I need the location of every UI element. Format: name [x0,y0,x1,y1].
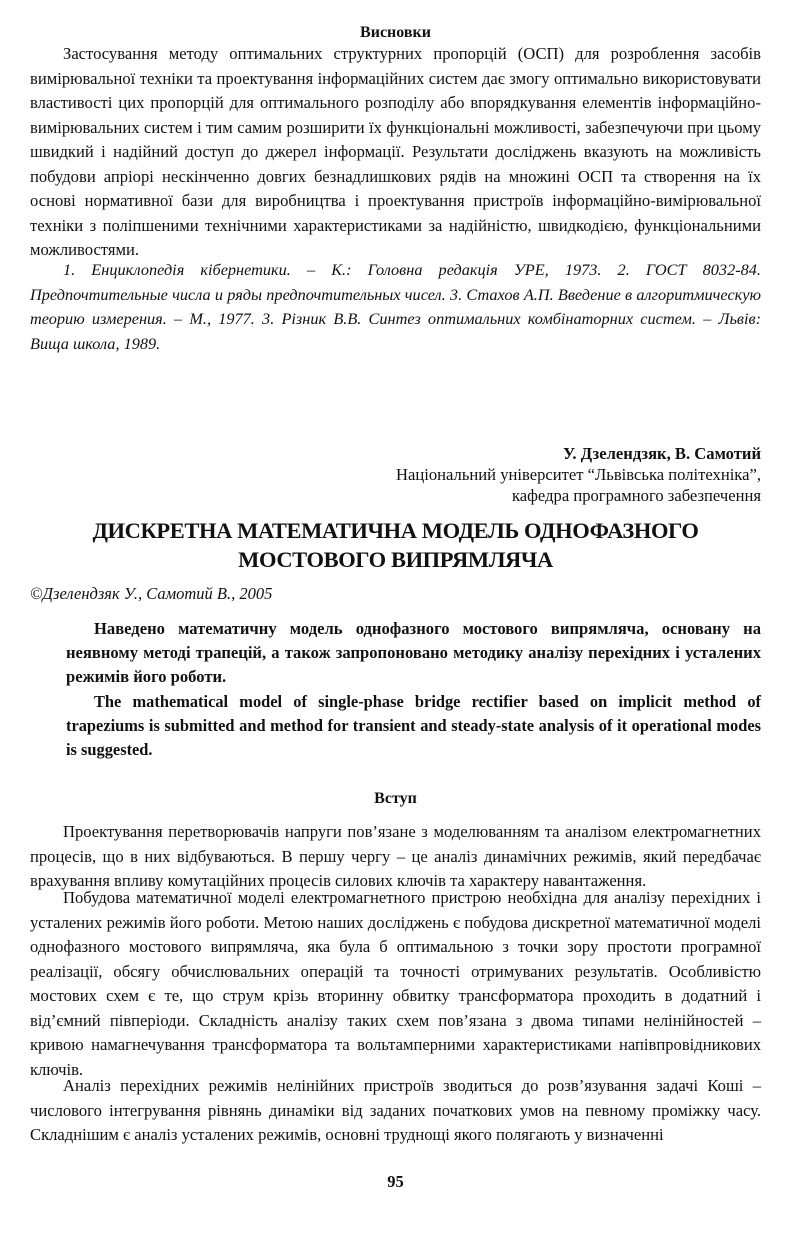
conclusions-heading: Висновки [360,24,431,41]
author-block [396,443,761,506]
author-names: У. Дзелендзяк, В. Самотий [562,444,761,463]
copyright-line: ©Дзелендзяк У., Самотий В., 2005 [30,584,273,603]
abstract-english: The mathematical model of single-phase bridge rectifier based on implicit method of trapeziums is submitted and method for transient and steady-state analysis of it operational modes is suggested. [66,692,761,759]
article-title: ДИСКРЕТНА МАТЕМАТИЧНА МОДЕЛЬ ОДНОФАЗНОГО МОСТОВОГО ВИПРЯМЛЯЧА [92,518,699,572]
department: кафедра програмного забезпечення [512,486,761,505]
intro-heading: Вступ [374,790,417,807]
page-number: 95 [387,1172,404,1191]
affiliation: Національний університет “Львівська політехніка”, [396,465,761,484]
abstract-ukrainian: Наведено математичну модель однофазного мостового випрямляча, основану на неявному методі трапецій, а також запропоновано методику аналізу перехідних і усталених режимів його роботи. [66,619,761,686]
intro-paragraph-3: Аналіз перехідних режимів нелінійних пристроїв зводиться до розв’язування задачі Коші – числового інтегрування рівнянь динаміки від заданих початкових умов на певному проміжку часу. Складнішим є аналіз усталених режимів, основні труднощі якого полягають у визначенні [30,1076,761,1144]
conclusions-paragraph: Застосування методу оптимальних структурних пропорцій (ОСП) для розроблення засобів вимірювальної техніки та проектування інформаційних систем дає змогу оптимально використовувати властивості цих пропорцій для оптимального розподілу або впорядкування елементів інформаційно-вимірювальних систем і тим самим розширити їх функціональні можливості, забезпечуючи при цьому швидкий і надійний доступ до джерел інформації. Результати досліджень вказують на можливість побудови апріорі нескінченно довгих безнадлишкових рядів на множині ОСП та створення на їх основі нормативної бази для виробництва і проектування пристроїв інформаційно-вимірювальної техніки з поліпшеними технічними характеристиками за надійністю, швидкодією, функціональними можливостями. [30,44,761,259]
intro-paragraph-2: Побудова математичної моделі електромагнетного пристрою необхідна для аналізу перехідних і усталених режимів його роботи. Метою наших досліджень є побудова дискретної математичної моделі однофазного мостового випрямляча, яка була б оптимальною з точки зору простоти програмної реалізації, обсягу обчислювальних операцій та точності отримуваних результатів. Особливістю мостових схем є те, що струм крізь вторинну обвитку трансформатора проходить в додатний і від’ємний півперіоди. Складність аналізу таких схем пов’язана з двома типами нелінійностей – кривою намагнечування трансформатора та вольтамперними характеристиками напівпровідникових ключів. [30,888,761,1079]
intro-paragraph-1: Проектування перетворювачів напруги пов’язане з моделюванням та аналізом електромагнетних процесів, що в них відбуваються. В першу чергу – це аналіз динамічних режимів, який передбачає врахування впливу комутаційних процесів силових ключів та характеру навантаження. [30,822,761,890]
references-list: 1. Енциклопедія кібернетики. – К.: Головна редакція УРЕ, 1973. 2. ГОСТ 8032-84. Предпочтительные числа и ряды предпочтительных чисел. 3. Стахов А.П. Введение в алгоритмическую теорию измерения. – М., 1977. 3. Різник В.В. Синтез оптимальних комбінаторних систем. – Львів: Вища школа, 1989. [30,260,761,353]
